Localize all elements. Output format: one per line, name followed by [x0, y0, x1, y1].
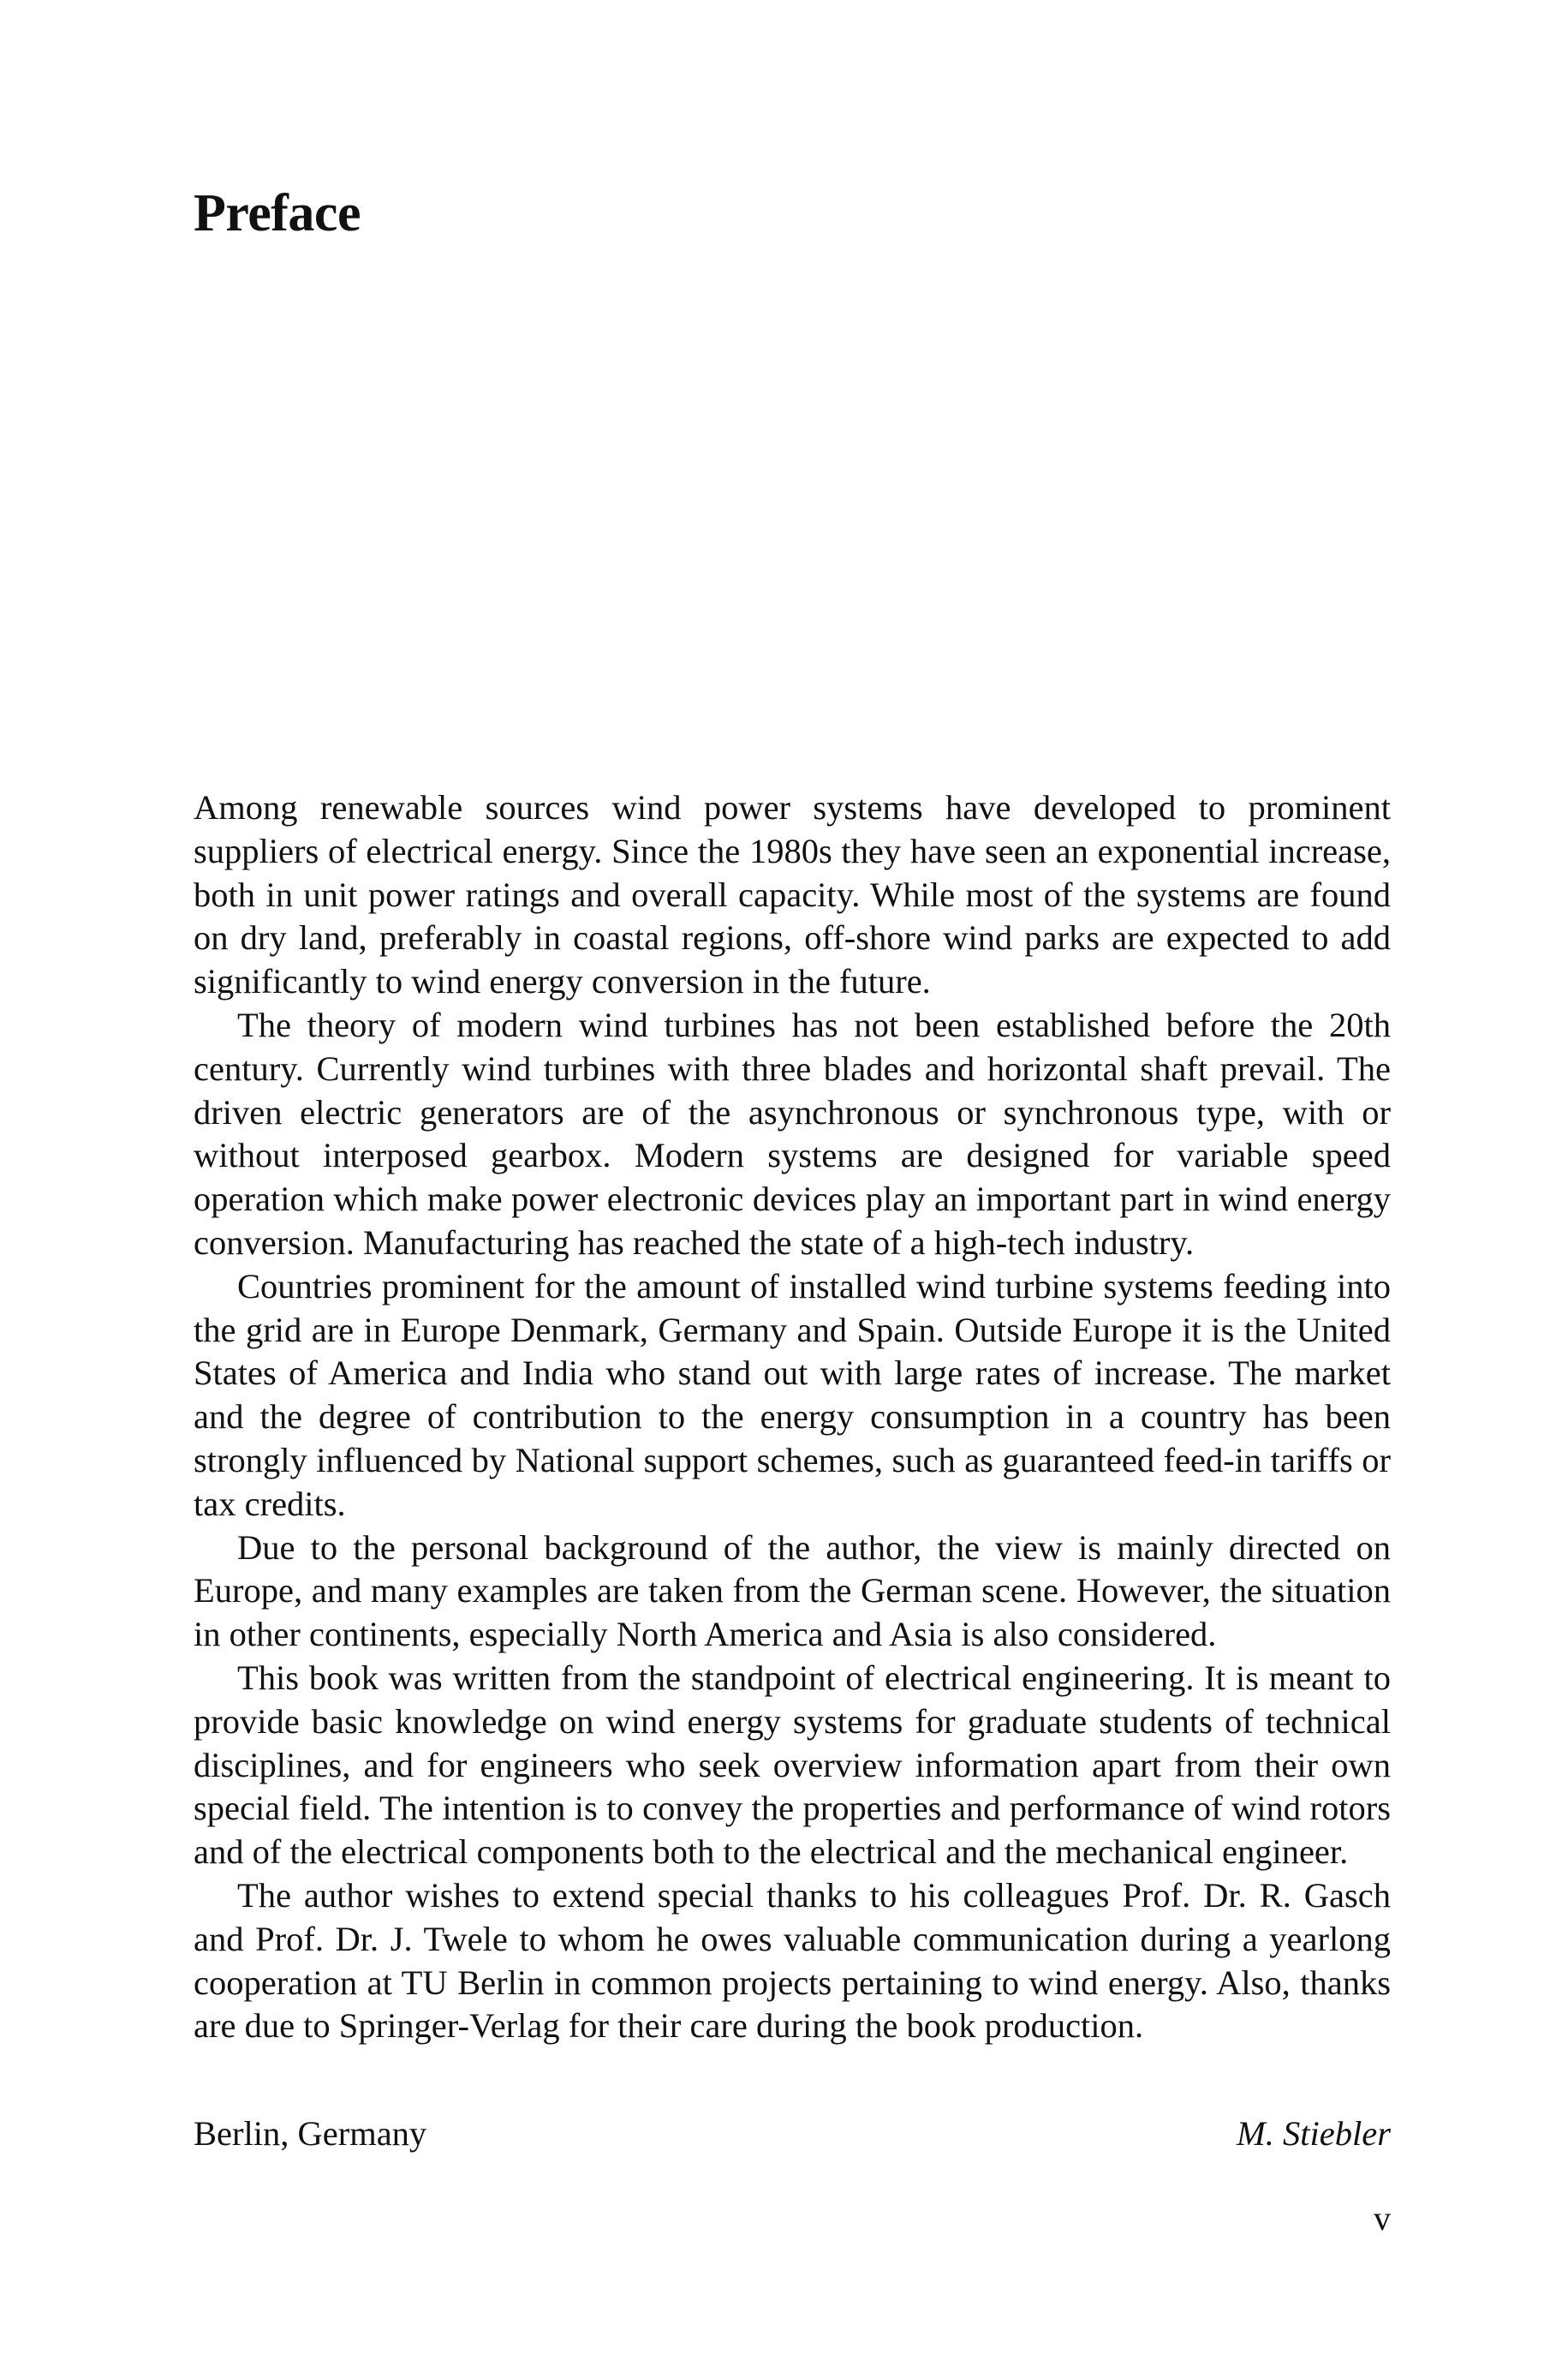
page-number: v: [1374, 2199, 1391, 2238]
paragraph-2: The theory of modern wind turbines has not been established before the 20th century. Currently wind turbines with three blades and horizontal shaft prevail. The driven electric generators are of the asynchronous or synchronous type, with or without interposed gearbox. Modern systems are designed for variable speed operation which make power electronic devices play an important part in wind energy conversion. Manufacturing has reached the state of a high-tech industry.: [194, 1005, 1391, 1262]
place-line: Berlin, Germany: [194, 2114, 427, 2153]
paragraph-1: Among renewable sources wind power systems have developed to prominent suppliers of electrical energy. Since the 1980s they have seen an exponential increase, both in unit power ratings and overall capacity. While most of the systems are found on dry land, preferably in coastal regions, off-shore wind parks are expected to add significantly to wind energy conversion in the future.: [194, 788, 1391, 1001]
paragraph-3: Countries prominent for the amount of installed wind turbine systems feeding into the grid are in Europe Denmark, Germany and Spain. Outside Europe it is the United States of America and India who stand out with large rates of increase. The market and the degree of contribution to the energy consumption in a country has been strongly influenced by National support schemes, such as guaranteed feed-in tariffs or tax credits.: [194, 1266, 1391, 1523]
author-name: M. Stiebler: [1237, 2114, 1391, 2153]
signoff: [194, 2112, 1391, 2155]
page-title: Preface: [194, 184, 361, 242]
paragraph-4: Due to the personal background of the author, the view is mainly directed on Europe, and many examples are taken from the German scene. However, the situation in other continents, especially North America and Asia is also considered.: [194, 1527, 1391, 1654]
preface-body: [194, 786, 1391, 2048]
paragraph-5: This book was written from the standpoint of electrical engineering. It is meant to provide basic knowledge on wind energy systems for graduate students of technical disciplines, and for engineers who seek overview information apart from their own special field. The intention is to convey the properties and performance of wind rotors and of the electrical components both to the electrical and the mechanical engineer.: [194, 1658, 1391, 1872]
paragraph-6: The author wishes to extend special thanks to his colleagues Prof. Dr. R. Gasch and Prof. Dr. J. Twele to whom he owes valuable communication during a yearlong cooperation at TU Berlin in common projects pertaining to wind energy. Also, thanks are due to Springer-Verlag for their care during the book production.: [194, 1875, 1391, 2046]
